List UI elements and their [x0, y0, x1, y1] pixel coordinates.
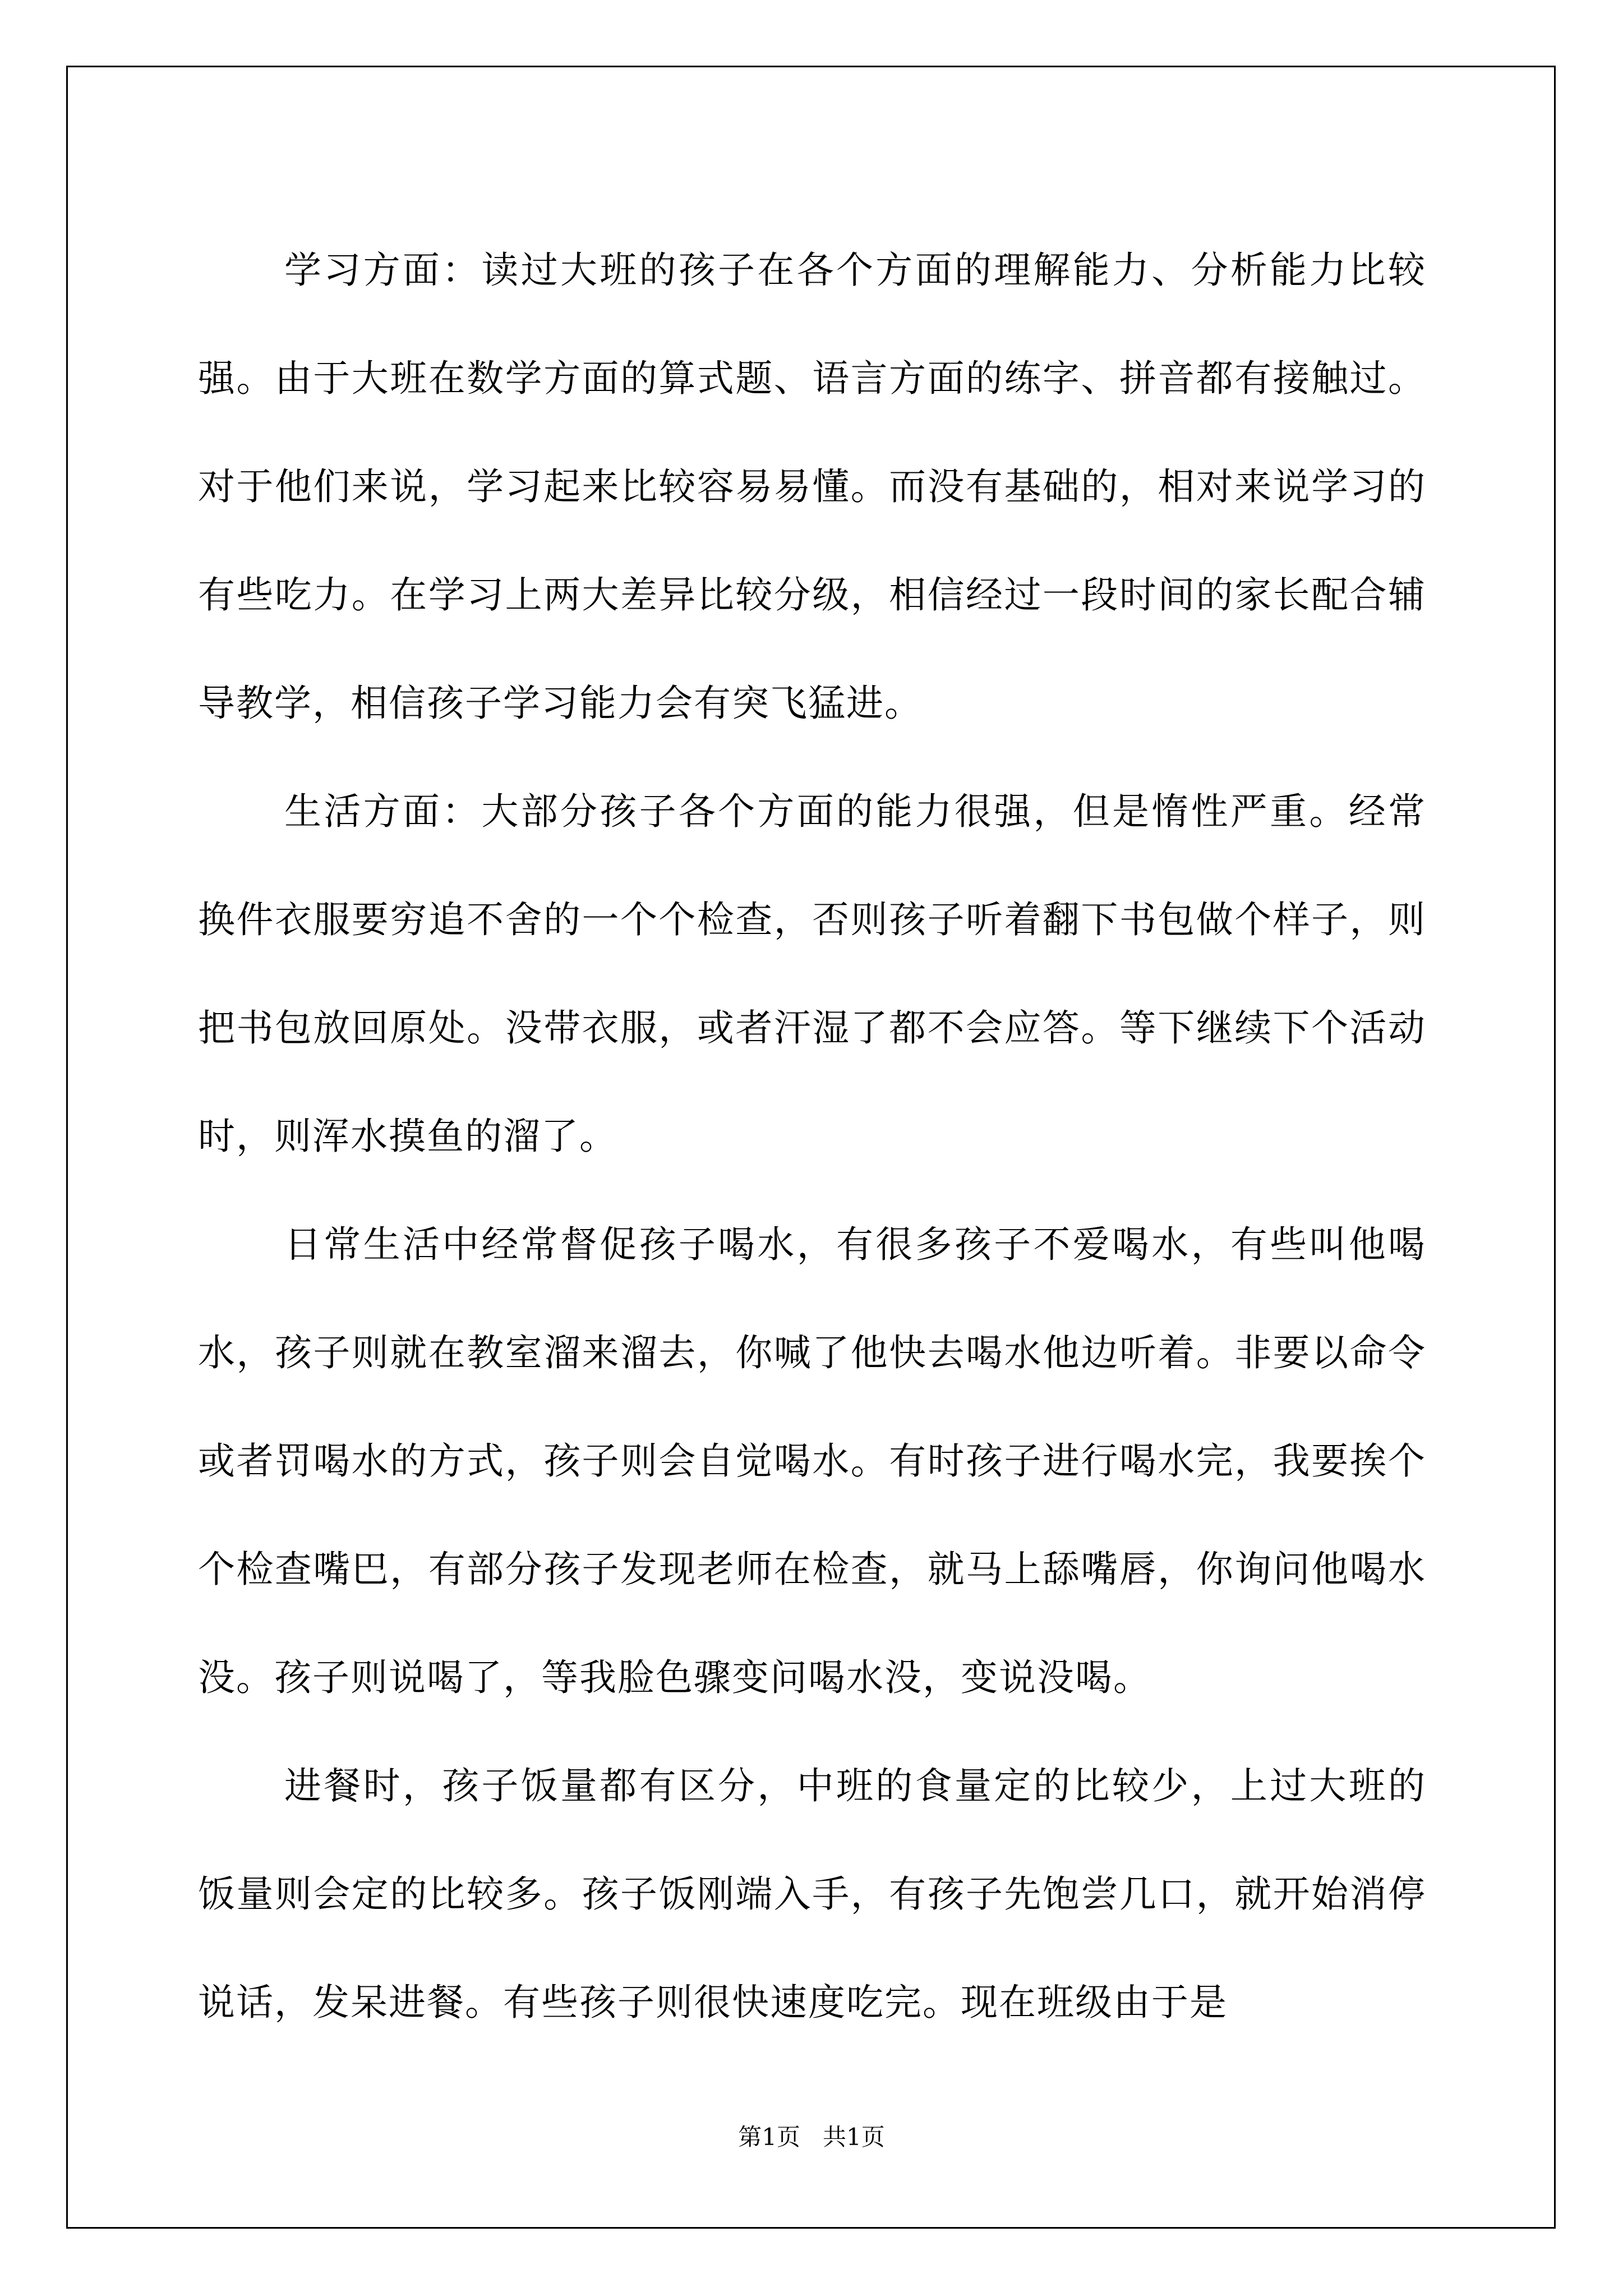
paragraph-life: 生活方面：大部分孩子各个方面的能力很强，但是惰性严重。经常换件衣服要穷追不舍的一个个检查，否则孩子听着翻下书包做个样子，则把书包放回原处。没带衣服，或者汗湿了都不会应答。等下继续下个活动时，则浑水摸鱼的溜了。: [198, 790, 1426, 1158]
page-total: 共1页: [823, 2123, 885, 2151]
page-footer: [0, 2120, 1623, 2154]
paragraph-drinking-water: 日常生活中经常督促孩子喝水，有很多孩子不爱喝水，有些叫他喝水，孩子则就在教室溜来溜去，你喊了他快去喝水他边听着。非要以命令或者罚喝水的方式，孩子则会自觉喝水。有时孩子进行喝水完，我要挨个个检查嘴巴，有部分孩子发现老师在检查，就马上舔嘴唇，你询问他喝水没。孩子则说喝了，等我脸色骤变问喝水没，变说没喝。: [198, 1223, 1426, 1699]
document-body: [198, 216, 1426, 2056]
paragraph-meals: 进餐时，孩子饭量都有区分，中班的食量定的比较少，上过大班的饭量则会定的比较多。孩子饭刚端入手，有孩子先饱尝几口，就开始消停说话，发呆进餐。有些孩子则很快速度吃完。现在班级由于是: [198, 1764, 1426, 2024]
page-number: 第1页: [738, 2123, 800, 2151]
paragraph-study: 学习方面：读过大班的孩子在各个方面的理解能力、分析能力比较强。由于大班在数学方面的算式题、语言方面的练字、拼音都有接触过。对于他们来说，学习起来比较容易易懂。而没有基础的，相对来说学习的有些吃力。在学习上两大差异比较分级，相信经过一段时间的家长配合辅导教学，相信孩子学习能力会有突飞猛进。: [198, 249, 1426, 725]
